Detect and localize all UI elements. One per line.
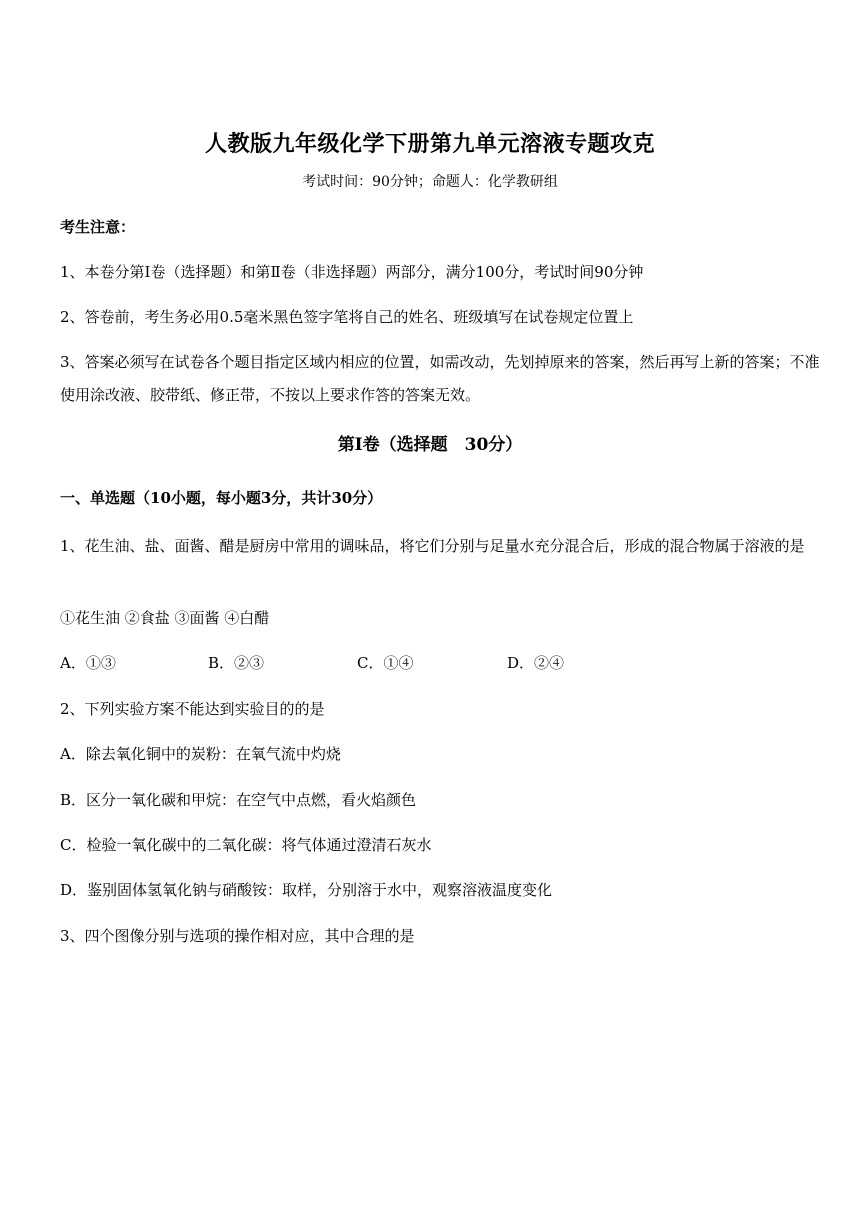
- question-1-items: ①花生油 ②食盐 ③面酱 ④白醋: [60, 609, 270, 627]
- notice-heading: 考生注意：: [60, 218, 136, 236]
- notice-item-3: 3、答案必须写在试卷各个题目指定区域内相应的位置，如需改动，先划掉原来的答案，然后再写上新的答案；不准使用涂改液、胶带纸、修正带，不按以上要求作答的答案无效。: [60, 353, 820, 404]
- question-1-option-b: B．②③: [208, 654, 265, 672]
- notice-item-1: 1、本卷分第Ⅰ卷（选择题）和第Ⅱ卷（非选择题）两部分，满分100分，考试时间90分钟: [60, 263, 644, 281]
- question-1-stem: 1、花生油、盐、面酱、醋是厨房中常用的调味品，将它们分别与足量水充分混合后，形成的混合物属于溶液的是: [60, 537, 805, 555]
- question-3-stem: 3、四个图像分别与选项的操作相对应，其中合理的是: [60, 927, 415, 945]
- part1-heading: 第Ⅰ卷（选择题 30分）: [337, 435, 523, 455]
- document-title: 人教版九年级化学下册第九单元溶液专题攻克: [204, 131, 655, 157]
- document-subtitle: 考试时间：90分钟；命题人：化学教研组: [302, 174, 558, 190]
- question-2-option-d: D．鉴别固体氢氧化钠与硝酸铵：取样，分别溶于水中，观察溶液温度变化: [60, 881, 553, 899]
- question-1-option-a: A．①③: [60, 654, 116, 672]
- section-title: 一、单选题（10小题，每小题3分，共计30分）: [60, 489, 383, 507]
- question-2-option-b: B．区分一氧化碳和甲烷：在空气中点燃，看火焰颜色: [60, 791, 417, 809]
- question-2-stem: 2、下列实验方案不能达到实验目的的是: [60, 700, 325, 718]
- question-1-options: [60, 652, 820, 674]
- question-1-option-c: C．①④: [357, 654, 414, 672]
- question-2-option-c: C．检验一氧化碳中的二氧化碳：将气体通过澄清石灰水: [60, 836, 432, 854]
- question-2-option-a: A．除去氧化铜中的炭粉：在氧气流中灼烧: [60, 745, 341, 763]
- notice-item-2: 2、答卷前，考生务必用0.5毫米黑色签字笔将自己的姓名、班级填写在试卷规定位置上: [60, 308, 634, 326]
- question-1-option-d: D．②④: [507, 654, 565, 672]
